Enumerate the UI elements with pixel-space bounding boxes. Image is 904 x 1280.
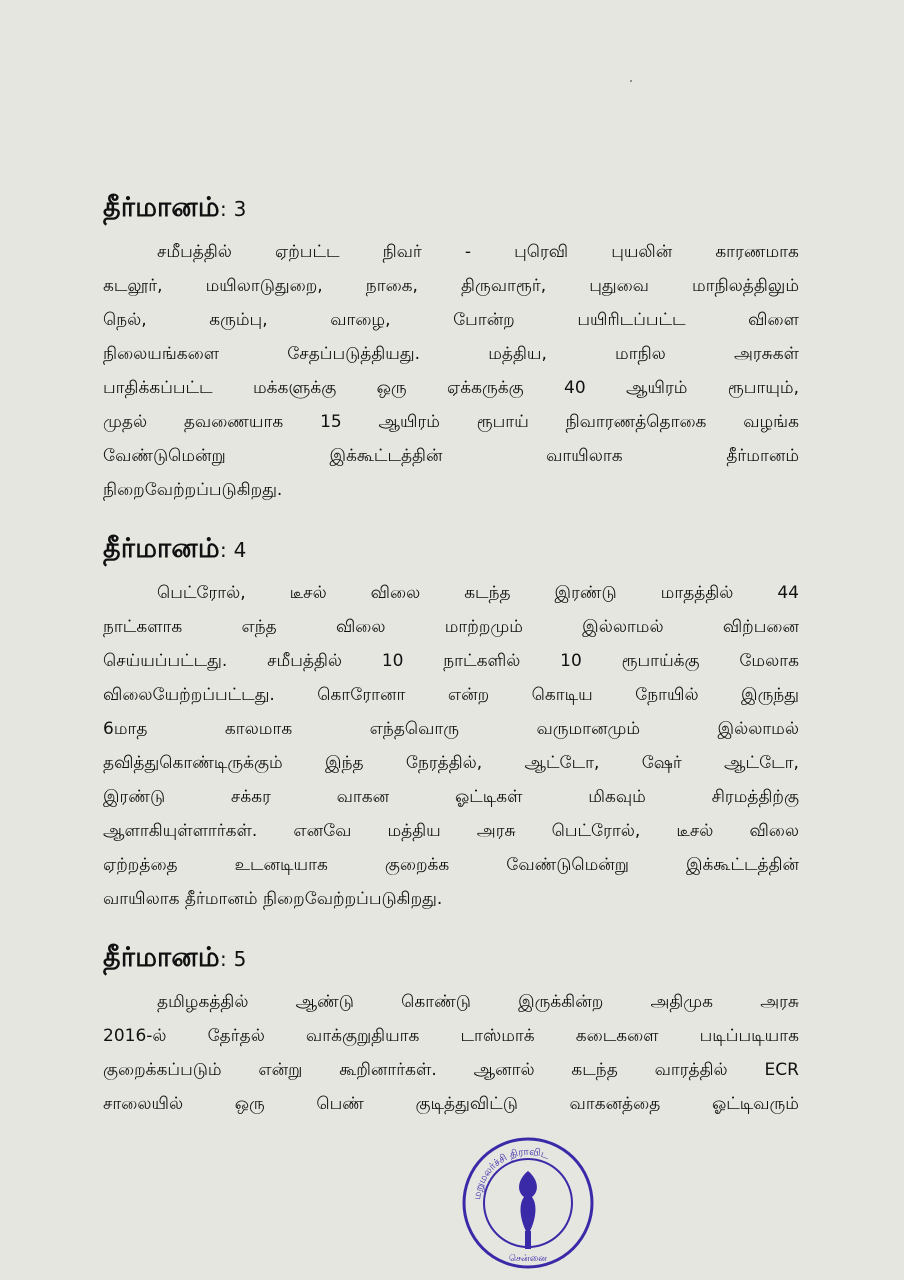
word: சிரமத்திற்கு xyxy=(711,787,799,807)
word: திருவாரூர், xyxy=(461,276,547,296)
word: வேண்டுமென்று xyxy=(103,446,226,466)
word: எந்த xyxy=(241,617,277,637)
text-line xyxy=(103,439,799,473)
resolution-title: தீர்மானம் xyxy=(103,533,220,564)
word: புயலின் xyxy=(611,242,673,262)
text-line xyxy=(103,303,799,337)
word: கரும்பு, xyxy=(209,310,268,330)
resolution-title: தீர்மானம் xyxy=(103,192,220,223)
text-line xyxy=(103,678,799,712)
word: எனவே xyxy=(293,821,352,841)
word: மக்களுக்கு xyxy=(252,378,337,398)
resolution-number: : 5 xyxy=(219,947,247,971)
word: எந்தவொரு xyxy=(369,719,460,739)
word: நாட்களில் xyxy=(443,651,521,671)
word: கூறினார்கள். xyxy=(339,1060,437,1080)
word: கடந்த xyxy=(464,583,511,603)
word: வாழை, xyxy=(330,310,391,330)
word: கொடிய xyxy=(531,685,593,705)
word: ஆட்டோ, xyxy=(524,753,600,773)
word: விலை xyxy=(370,583,421,603)
text-line xyxy=(103,337,799,371)
word: இக்கூட்டத்தின் xyxy=(685,855,799,875)
document-body xyxy=(103,188,799,1143)
resolution-number: : 4 xyxy=(219,538,247,562)
word: 6மாத xyxy=(103,719,148,739)
word: பெட்ரோல், xyxy=(157,583,246,603)
text-line xyxy=(103,235,799,269)
text-line xyxy=(103,405,799,439)
resolution-paragraph xyxy=(103,235,799,507)
word: ஒரு xyxy=(234,1094,265,1114)
word: கொண்டு xyxy=(401,992,471,1012)
word: உடனடியாக xyxy=(234,855,328,875)
word: ECR xyxy=(764,1060,799,1080)
text-line xyxy=(103,371,799,405)
text-line xyxy=(103,985,799,1019)
word: மாநிலத்திலும் xyxy=(692,276,799,296)
word: தவித்துகொண்டிருக்கும் xyxy=(103,753,283,773)
word: மேலாக xyxy=(739,651,799,671)
resolution-number: : 3 xyxy=(219,197,247,221)
word: நாட்களாக xyxy=(103,617,183,637)
word: 2016-ல் xyxy=(103,1026,167,1046)
word: இரண்டு xyxy=(554,583,617,603)
word: டீசல் xyxy=(289,583,327,603)
word: படிப்படியாக xyxy=(699,1026,799,1046)
word: காரணமாக xyxy=(715,242,799,262)
resolution-paragraph xyxy=(103,985,799,1121)
text-line xyxy=(103,1053,799,1087)
text-line xyxy=(103,576,799,610)
word: பெண் xyxy=(316,1094,364,1114)
word: தவணையாக xyxy=(183,412,284,432)
word: சாலையில் xyxy=(103,1094,184,1114)
word: ஓட்டிகள் xyxy=(454,787,523,807)
word: அரசுகள் xyxy=(734,344,799,364)
word: விலையேற்றப்பட்டது. xyxy=(103,685,275,705)
word: வாயிலாக தீர்மானம் நிறைவேற்றப்படுகிறது. xyxy=(103,889,443,909)
word: வாகனத்தை xyxy=(569,1094,661,1114)
word: கடந்த xyxy=(571,1060,618,1080)
word: மயிலாடுதுறை, xyxy=(205,276,323,296)
svg-text:மறுமலர்ச்சி திராவிட: மறுமலர்ச்சி திராவிட xyxy=(472,1146,551,1201)
text-line xyxy=(103,882,799,916)
word: என்று xyxy=(258,1060,303,1080)
word: சமீபத்தில் xyxy=(267,651,343,671)
resolution-paragraph xyxy=(103,576,799,916)
word: சக்கர xyxy=(230,787,271,807)
word: விளை xyxy=(748,310,799,330)
word: அதிமுக xyxy=(650,992,714,1012)
word: மிகவும் xyxy=(588,787,646,807)
word: குறைக்கப்படும் xyxy=(103,1060,222,1080)
word: ஏக்கருக்கு xyxy=(447,378,524,398)
word: என்ற xyxy=(447,685,490,705)
word: இருக்கின்ற xyxy=(518,992,604,1012)
word: ஆளாகியுள்ளார்கள். xyxy=(103,821,258,841)
word: 10 xyxy=(381,651,404,671)
word: தேர்தல் xyxy=(207,1026,265,1046)
text-line xyxy=(103,848,799,882)
speck xyxy=(630,80,632,82)
word: ஆட்டோ, xyxy=(724,753,799,773)
word: இல்லாமல் xyxy=(717,719,799,739)
word: செய்யப்பட்டது. xyxy=(103,651,228,671)
word: நாகை, xyxy=(365,276,418,296)
word: நெல், xyxy=(103,310,147,330)
word: ரூபாயும், xyxy=(727,378,799,398)
word: மத்திய, xyxy=(488,344,547,364)
word: ஆனால் xyxy=(473,1060,535,1080)
word: மாற்றமும் xyxy=(444,617,523,637)
word: விலை xyxy=(749,821,799,841)
word: மத்திய xyxy=(387,821,441,841)
word: தீர்மானம் xyxy=(726,446,799,466)
text-line xyxy=(103,712,799,746)
resolution-heading xyxy=(103,938,799,979)
word: ஏற்றத்தை xyxy=(103,855,178,875)
party-seal-stamp xyxy=(460,1135,596,1271)
word: டீசல் xyxy=(676,821,714,841)
word: புதுவை xyxy=(589,276,649,296)
word: ஆயிரம் xyxy=(626,378,688,398)
word: இரண்டு xyxy=(103,787,166,807)
resolution-title: தீர்மானம் xyxy=(103,942,220,973)
word: முதல் xyxy=(103,412,148,432)
word: வருமானமும் xyxy=(536,719,641,739)
word: 15 xyxy=(320,412,342,432)
text-line xyxy=(103,814,799,848)
word: குடித்துவிட்டு xyxy=(415,1094,518,1114)
word: சேதப்படுத்தியது. xyxy=(287,344,420,364)
word: காலமாக xyxy=(224,719,293,739)
word: இல்லாமல் xyxy=(582,617,664,637)
text-line xyxy=(103,473,799,507)
word: இருந்து xyxy=(741,685,799,705)
word: இந்த xyxy=(325,753,364,773)
word: சமீபத்தில் xyxy=(157,242,232,262)
word: வாகன xyxy=(336,787,390,807)
text-line xyxy=(103,644,799,678)
word: ஓட்டிவரும் xyxy=(711,1094,799,1114)
word: கடைகளை xyxy=(575,1026,659,1046)
text-line xyxy=(103,746,799,780)
word: நிவாரணத்தொகை xyxy=(565,412,707,432)
word: ஏற்பட்ட xyxy=(274,242,340,262)
text-line xyxy=(103,1087,799,1121)
word: நிவர் xyxy=(382,242,422,262)
word: நோயில் xyxy=(635,685,699,705)
word: 10 xyxy=(560,651,582,671)
word: ஷேர் xyxy=(641,753,682,773)
word: 44 xyxy=(777,583,799,603)
word: வேண்டுமென்று xyxy=(506,855,630,875)
word: அரசு xyxy=(760,992,799,1012)
text-line xyxy=(103,780,799,814)
word: மாநில xyxy=(615,344,666,364)
word: ஒரு xyxy=(376,378,407,398)
word: நேரத்தில், xyxy=(405,753,483,773)
word: மாதத்தில் xyxy=(660,583,734,603)
word: டாஸ்மாக் xyxy=(460,1026,535,1046)
svg-text:சென்னை: சென்னை xyxy=(509,1254,547,1264)
word: தமிழகத்தில் xyxy=(157,992,249,1012)
text-line xyxy=(103,1019,799,1053)
word: ஆயிரம் xyxy=(378,412,440,432)
word: கொரோனா xyxy=(317,685,406,705)
word: நிலையங்களை xyxy=(103,344,220,364)
resolution-heading xyxy=(103,188,799,229)
word: - xyxy=(464,242,472,262)
word: இக்கூட்டத்தின் xyxy=(329,446,443,466)
word: அரசு xyxy=(476,821,516,841)
word: விலை xyxy=(335,617,386,637)
word: வழங்க xyxy=(743,412,799,432)
word: கடலூர், xyxy=(103,276,163,296)
word: ரூபாய் xyxy=(476,412,529,432)
text-line xyxy=(103,269,799,303)
word: 40 xyxy=(564,378,586,398)
resolution-heading xyxy=(103,529,799,570)
word: பயிரிடப்பட்ட xyxy=(577,310,686,330)
word: வாயிலாக xyxy=(546,446,623,466)
word: வாக்குறுதியாக xyxy=(305,1026,420,1046)
word: ஆண்டு xyxy=(295,992,354,1012)
text-line xyxy=(103,610,799,644)
word: நிறைவேற்றப்படுகிறது. xyxy=(103,480,283,500)
word: பெட்ரோல், xyxy=(551,821,641,841)
word: புரெவி xyxy=(514,242,569,262)
word: வாரத்தில் xyxy=(654,1060,728,1080)
word: குறைக்க xyxy=(384,855,450,875)
word: பாதிக்கப்பட்ட xyxy=(103,378,213,398)
word: ரூபாய்க்கு xyxy=(621,651,700,671)
word: போன்ற xyxy=(453,310,515,330)
word: விற்பனை xyxy=(722,617,799,637)
